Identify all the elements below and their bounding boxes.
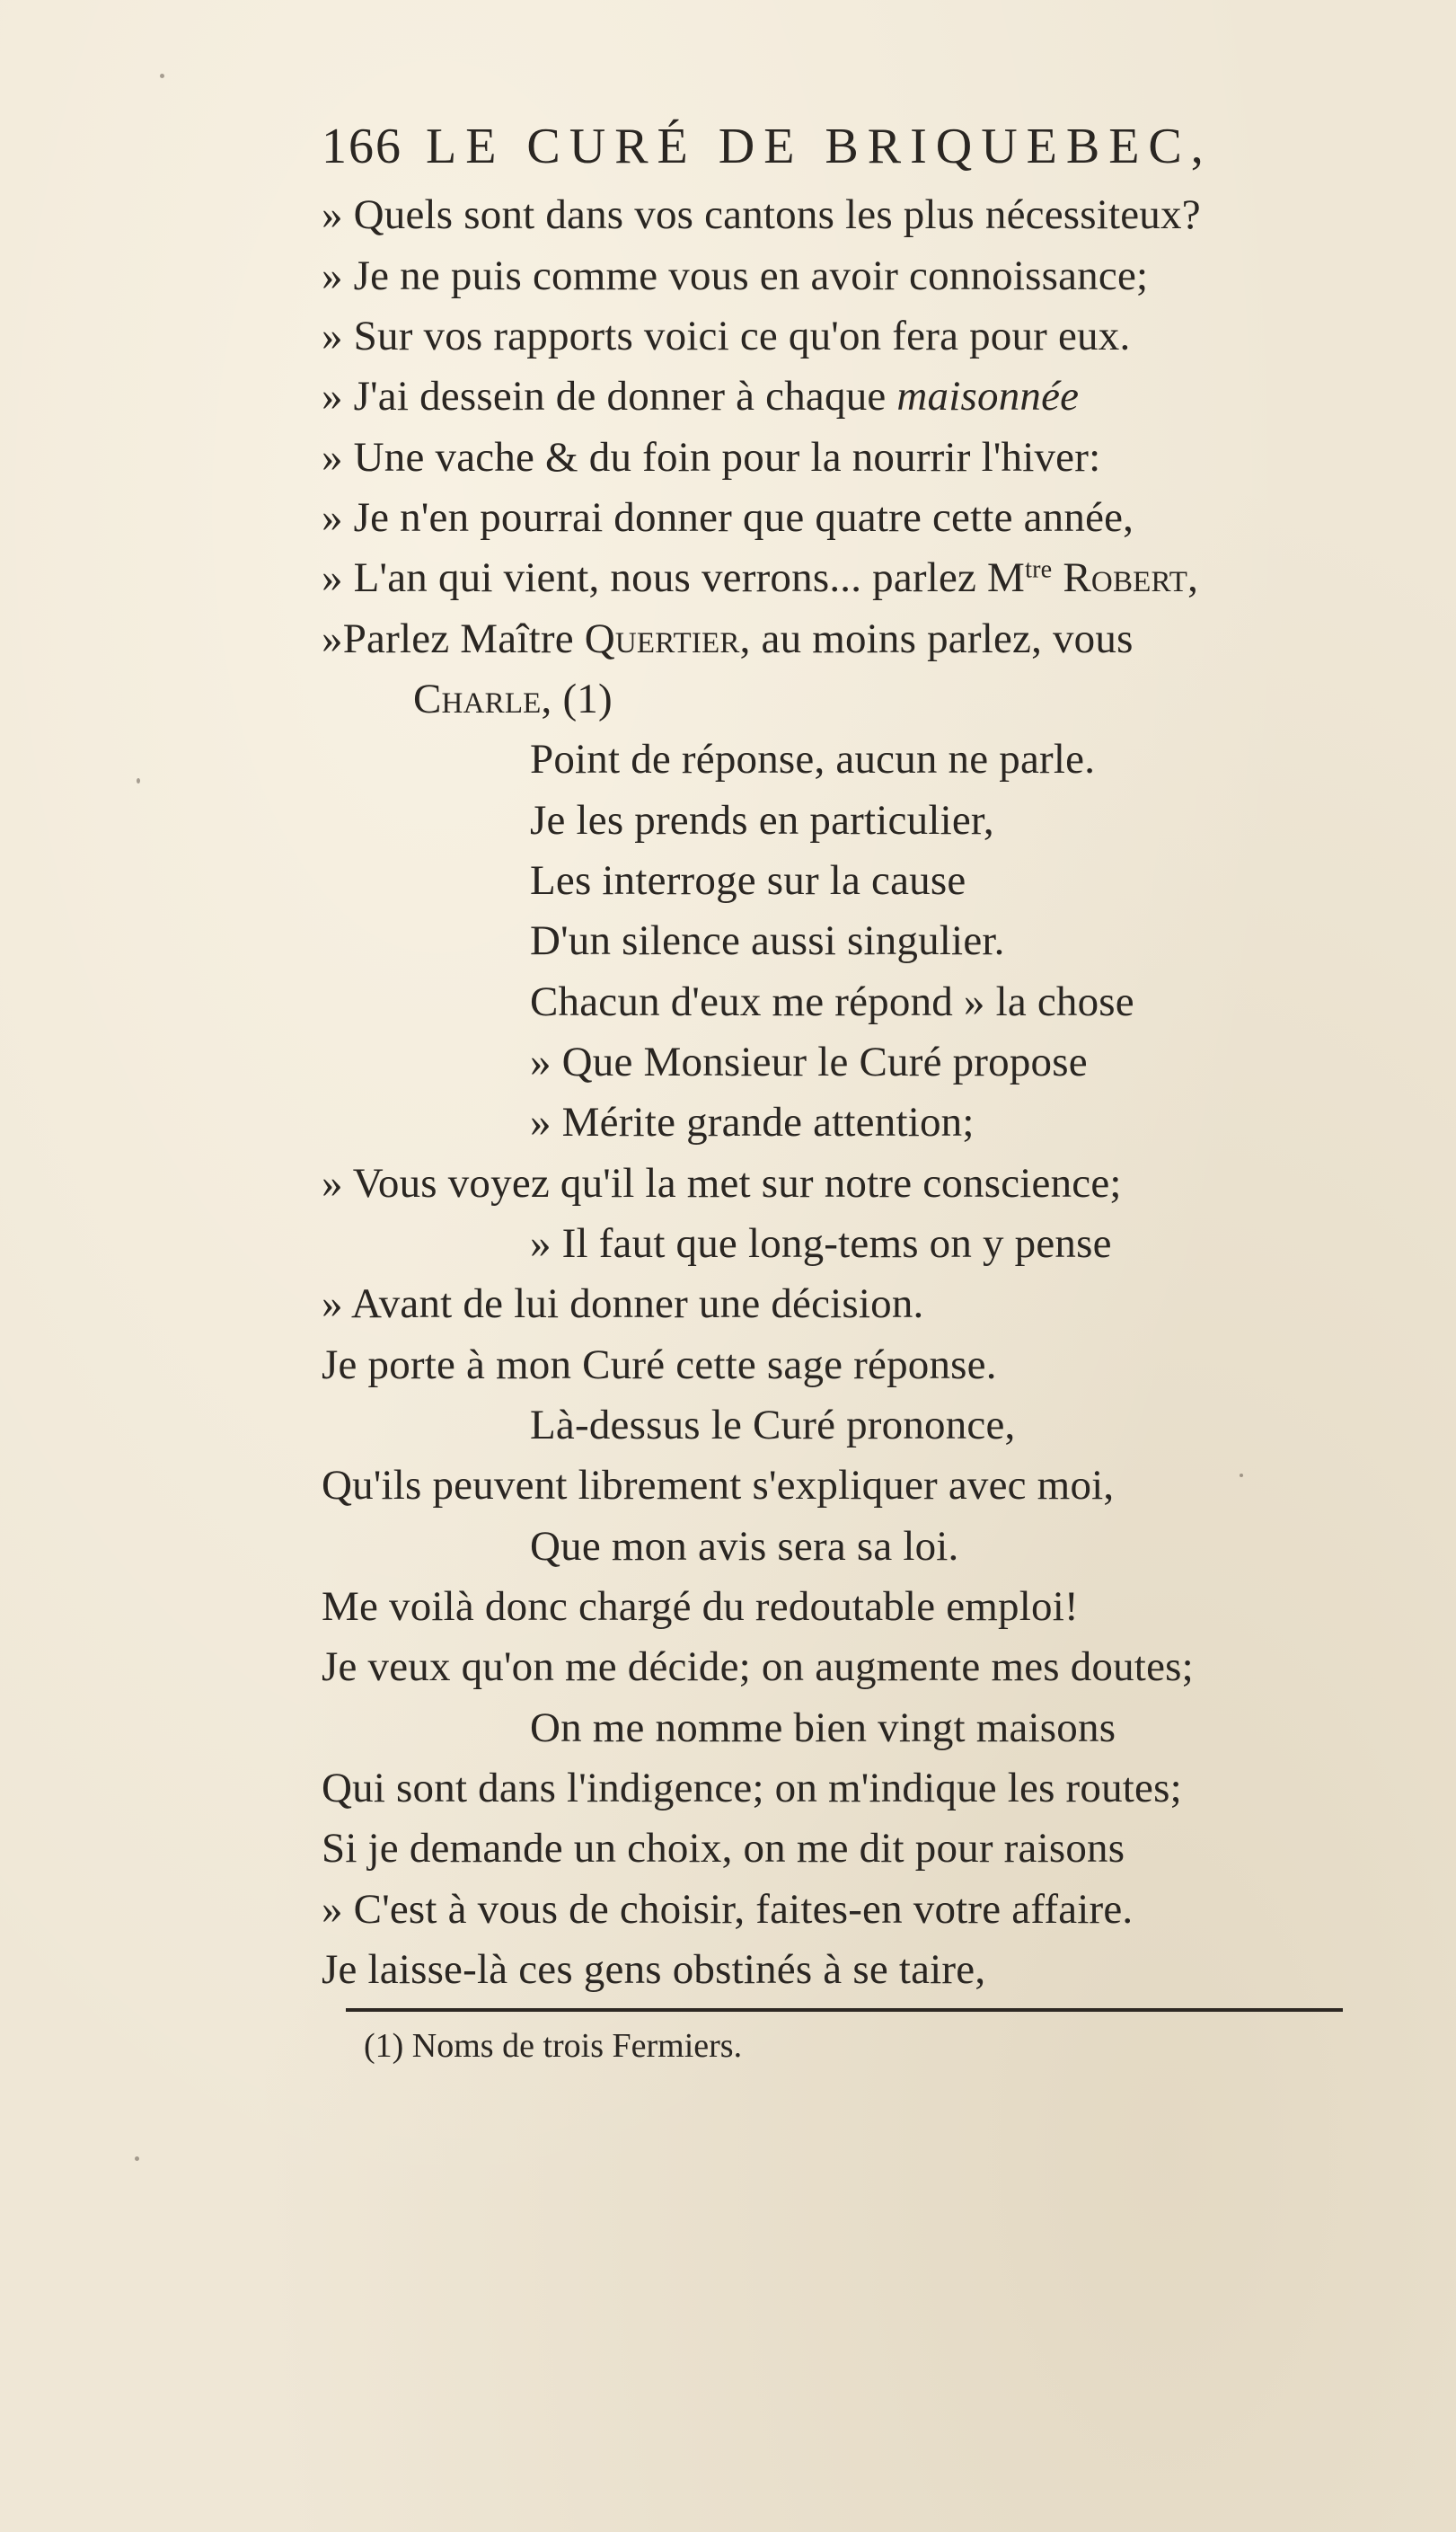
text-line: » Il faut que long-tems on y pense xyxy=(530,1220,1112,1267)
text-line: » J'ai dessein de donner à chaque maisonnée xyxy=(322,373,1080,420)
text-line: » Vous voyez qu'il la met sur notre conscience; xyxy=(322,1160,1122,1207)
text-line: Me voilà donc chargé du redoutable emploi! xyxy=(322,1583,1079,1630)
text-line: Que mon avis sera sa loi. xyxy=(530,1523,959,1570)
text-line: Là-dessus le Curé prononce, xyxy=(530,1402,1016,1448)
running-header xyxy=(322,115,1213,178)
text-line: »Parlez Maître Quertier, au moins parlez, vous xyxy=(322,615,1134,662)
text-line: Chacun d'eux me répond » la chose xyxy=(530,978,1134,1025)
text-line: Si je demande un choix, on me dit pour raisons xyxy=(322,1825,1125,1872)
text-line: D'un silence aussi singulier. xyxy=(530,917,1005,964)
text-line: Qu'ils peuvent librement s'expliquer avec moi, xyxy=(322,1462,1115,1509)
paper-speck xyxy=(1240,1474,1243,1477)
paper-speck xyxy=(160,74,164,78)
text-line: » Que Monsieur le Curé propose xyxy=(530,1039,1088,1085)
footnote-rule xyxy=(346,2008,1343,2012)
text-line: » Quels sont dans vos cantons les plus nécessiteux? xyxy=(322,191,1201,238)
page-number: 166 xyxy=(322,119,402,174)
text-line: Point de réponse, aucun ne parle. xyxy=(530,736,1096,783)
text-line: Je porte à mon Curé cette sage réponse. xyxy=(322,1341,997,1388)
text-line: On me nomme bien vingt maisons xyxy=(530,1704,1116,1751)
text-line: » Avant de lui donner une décision. xyxy=(322,1280,924,1327)
text-line: » Une vache & du foin pour la nourrir l'hiver: xyxy=(322,434,1101,481)
text-line: Les interroge sur la cause xyxy=(530,857,966,904)
text-line: Je veux qu'on me décide; on augmente mes doutes; xyxy=(322,1643,1194,1690)
text-line: » Je n'en pourrai donner que quatre cette année, xyxy=(322,494,1134,541)
text-line: Qui sont dans l'indigence; on m'indique les routes; xyxy=(322,1765,1182,1811)
text-line: Je laisse-là ces gens obstinés à se taire, xyxy=(322,1946,986,1993)
text-line: » Sur vos rapports voici ce qu'on fera pour eux. xyxy=(322,313,1131,359)
text-line: » Mérite grande attention; xyxy=(530,1099,975,1146)
text-line: » Je ne puis comme vous en avoir connoissance; xyxy=(322,252,1149,299)
text-line: Charle, (1) xyxy=(413,676,613,722)
text-line: » C'est à vous de choisir, faites-en votre affaire. xyxy=(322,1886,1134,1933)
running-title: LE CURÉ DE BRIQUEBEC, xyxy=(426,119,1213,174)
paper-speck xyxy=(137,778,140,784)
paper-speck xyxy=(135,2156,139,2161)
footnote: (1) Noms de trois Fermiers. xyxy=(364,2027,743,2065)
text-line: » L'an qui vient, nous verrons... parlez $M^{tre}$ Robert, xyxy=(322,554,1199,601)
text-line: Je les prends en particulier, xyxy=(530,797,994,844)
